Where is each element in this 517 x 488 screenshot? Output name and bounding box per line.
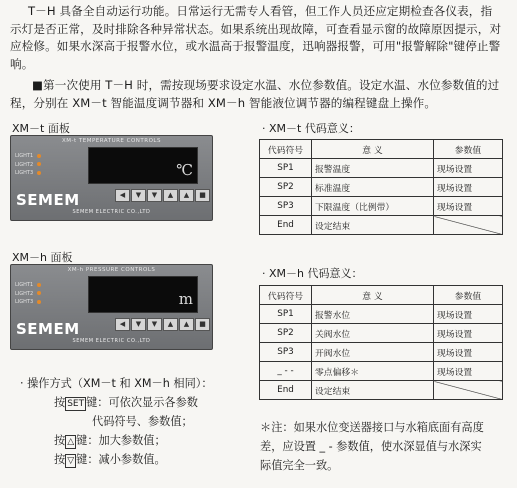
code-cell: _ - - [260,362,312,381]
empty-diagonal-cell [434,381,503,400]
panel-t-heading: XM－t 面板 [12,122,70,135]
unit-label: m [178,290,193,308]
code-cell: SP2 [260,178,312,197]
empty-diagonal-cell [434,216,503,235]
meaning-cell: 设定结束 [312,381,434,400]
meaning-cell: 报警温度 [312,159,434,178]
brand-logo: SEMEM [16,320,80,338]
set-instruction-cont: 代码符号、参数值； [92,415,193,428]
note-line: ＊注：如果水位变送器接口与水箱底面有高度 [260,421,484,434]
table-row [260,197,503,216]
first-use-line: 程，分别在 XM－t 智能温度调节器和 XM－h 智能液位调节器的编程键盘上操作。 [10,95,437,110]
indicator-lights [15,152,41,178]
indicator-light-icon [37,154,41,158]
meaning-cell: 关阀水位 [312,324,434,343]
value-cell: 现场设置 [434,305,503,324]
instruction-text: 键：可依次显示各参数 [86,396,198,409]
meaning-cell: 设定结束 [312,216,434,235]
table-row [260,305,503,324]
set-button[interactable]: ■ [195,189,210,202]
header-cell: 代码符号 [260,286,312,305]
up-arrow-button[interactable]: ▲ [179,189,194,202]
left-arrow-button[interactable]: ◀ [115,189,130,202]
panel-title: XM-h PRESSURE CONTROLS [67,267,156,273]
down-instruction [20,450,250,469]
meaning-cell: 标准温度 [312,178,434,197]
keypad [115,318,211,337]
xm-t-table-heading: · XM－t 代码意义： [262,122,360,135]
note-line: 际值完全一致。 [260,459,339,472]
light-label: LIGHT2 [15,161,34,168]
brand-logo: SEMEM [16,191,80,209]
xm-t-panel [10,135,213,221]
header-cell: 代码符号 [260,140,312,159]
indicator-lights [15,281,41,307]
intro-paragraph [10,3,510,73]
light-label: LIGHT1 [15,282,34,288]
note-section [260,418,512,475]
left-arrow-button[interactable]: ◀ [115,318,130,331]
up-arrow-button[interactable]: ▲ [163,189,178,202]
instruction-prefix: 按 [54,396,66,409]
first-use-paragraph [10,77,510,112]
table-header-row [260,140,503,159]
meaning-cell: 开阀水位 [312,343,434,362]
operation-section [20,374,250,469]
lcd-display [88,276,198,313]
intro-line: 应检修。如果水深高于报警水位，或水温高于报警温度，迅响器报警，可用"报警解除"键停止警 [10,39,501,54]
indicator-light-icon [37,162,41,166]
down-arrow-button[interactable]: ▼ [147,189,162,202]
operation-title: · 操作方式（XM－t 和 XM－h 相同）： [20,377,213,390]
table-row [260,324,503,343]
table-header-row [260,286,503,305]
indicator-light-icon [37,291,41,295]
table-row [260,159,503,178]
instruction-text: 键：加大参数值； [76,434,166,447]
set-instruction [20,393,250,412]
code-cell: SP1 [260,159,312,178]
header-cell: 参数值 [434,140,503,159]
value-cell: 现场设置 [434,178,503,197]
light-label: LIGHT1 [15,153,34,159]
down-arrow-button[interactable]: ▼ [147,318,162,331]
up-arrow-button[interactable]: ▲ [179,318,194,331]
indicator-light-icon [37,171,41,175]
lcd-display [88,147,198,184]
down-arrow-button[interactable]: ▼ [131,318,146,331]
code-cell: End [260,381,312,400]
down-key-icon: ▽ [67,456,75,466]
unit-label: ℃ [176,161,193,179]
header-cell: 意 义 [312,286,434,305]
code-cell: SP2 [260,324,312,343]
note-line: 差，应设置 _ - 参数值，使水深显值与水深实 [260,440,482,453]
keypad [115,189,211,208]
first-use-line: ■第一次使用 T－H 时，需按现场要求设定水温、水位参数值。设定水温、水位参数值的过 [32,78,500,92]
light-label: LIGHT2 [15,290,34,297]
instruction-text: 键：减小参数值。 [76,453,166,466]
up-instruction [20,431,250,450]
company-name: SEMEM ELECTRIC CO.,LTD [72,338,151,344]
xm-h-panel [10,264,213,350]
indicator-light-icon [37,300,41,304]
header-cell: 意 义 [312,140,434,159]
table-row [260,343,503,362]
light-label: LIGHT3 [15,170,34,176]
value-cell: 现场设置 [434,343,503,362]
intro-line: 示灯是否正常，及时排除各种异常状态。如果系统出现故障，可查看显示窗的故障原因提示，对 [10,21,502,36]
intro-line: 响。 [10,56,34,71]
value-cell: 现场设置 [434,362,503,381]
xm-t-code-table [259,139,503,235]
value-cell: 现场设置 [434,197,503,216]
code-cell: SP1 [260,305,312,324]
table-row [260,381,503,400]
light-label: LIGHT3 [15,299,34,305]
meaning-cell: 零点偏移＊ [312,362,434,381]
code-cell: SP3 [260,343,312,362]
meaning-cell: 报警水位 [312,305,434,324]
table-row [260,216,503,235]
set-key-icon: SET [67,399,85,409]
company-name: SEMEM ELECTRIC CO.,LTD [72,209,151,215]
up-arrow-button[interactable]: ▲ [163,318,178,331]
code-cell: SP3 [260,197,312,216]
meaning-cell: 下限温度（比例带） [312,197,434,216]
table-row [260,362,503,381]
set-button[interactable]: ■ [195,318,210,331]
intro-line: T－H 具备全自动运行功能。日常运行无需专人看管，但工作人员还应定期检查各仪表，指 [28,4,493,18]
up-key-icon: △ [67,437,75,447]
code-cell: End [260,216,312,235]
instruction-prefix: 按 [54,434,66,447]
instruction-prefix: 按 [54,453,66,466]
panel-title: XM-t TEMPERATURE CONTROLS [62,138,161,144]
value-cell: 现场设置 [434,159,503,178]
value-cell: 现场设置 [434,324,503,343]
panel-h-heading: XM－h 面板 [12,251,73,264]
indicator-light-icon [37,283,41,287]
down-arrow-button[interactable]: ▼ [131,189,146,202]
table-row [260,178,503,197]
xm-h-code-table [259,285,503,400]
header-cell: 参数值 [434,286,503,305]
xm-h-table-heading: · XM－h 代码意义： [262,267,363,280]
